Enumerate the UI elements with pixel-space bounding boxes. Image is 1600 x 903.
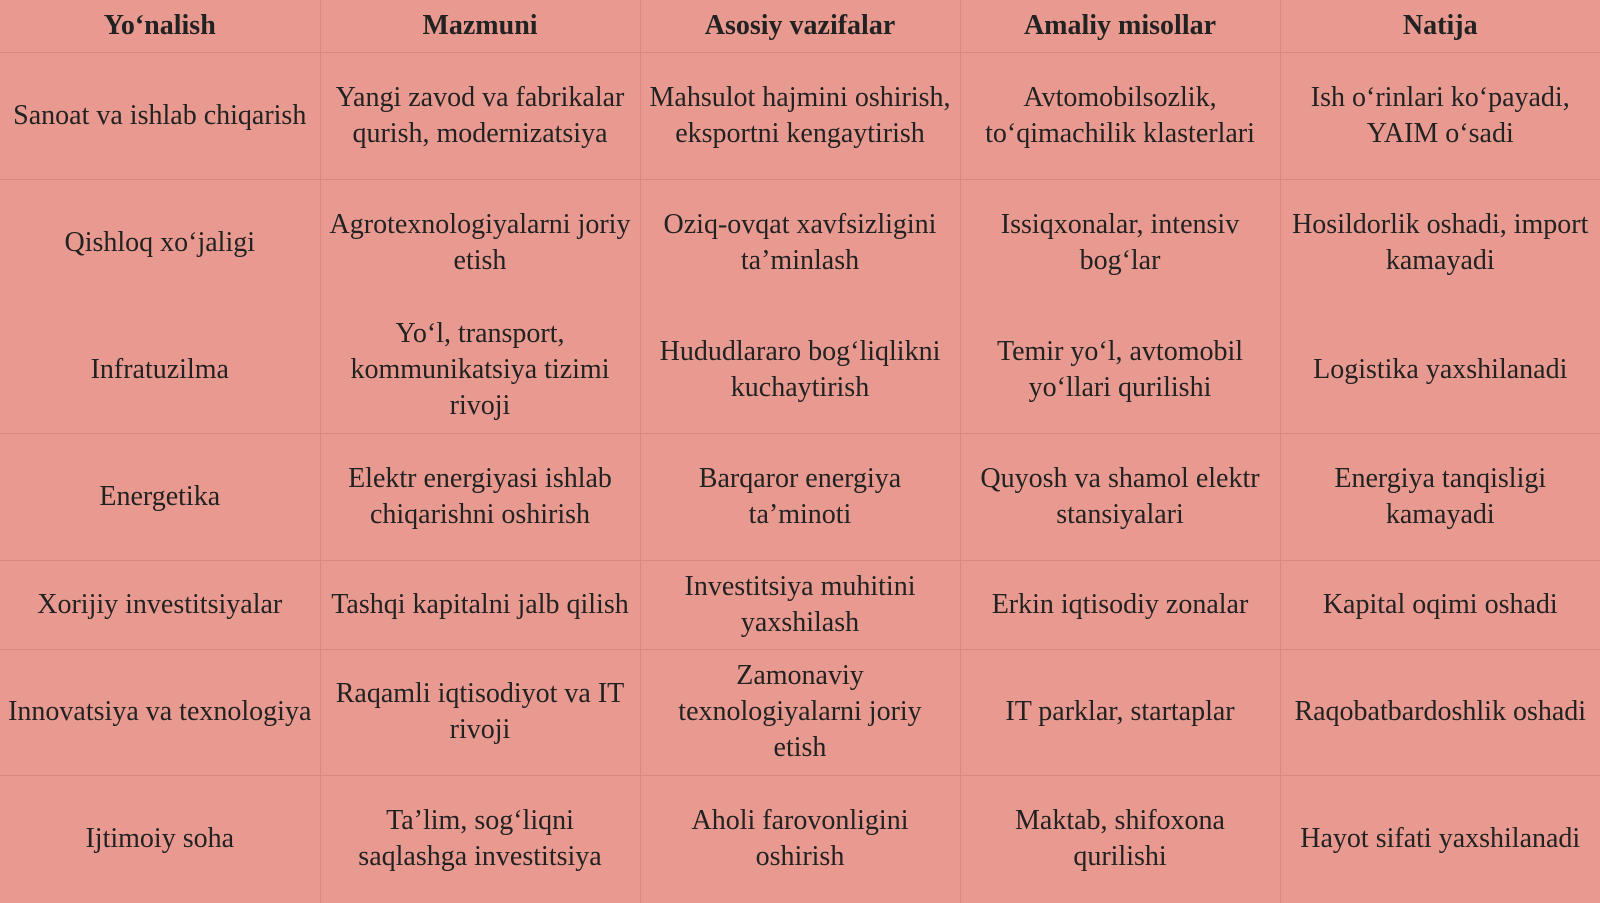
header-main-tasks: Asosiy vazifalar	[640, 0, 960, 52]
table-row	[0, 179, 1600, 307]
header-direction: Yo‘nalish	[0, 0, 320, 52]
table-cell: Raqamli iqtisodiyot va IT rivoji	[320, 649, 640, 775]
header-result: Natija	[1280, 0, 1600, 52]
table-header	[0, 0, 1600, 52]
header-practical-examples: Amaliy misollar	[960, 0, 1280, 52]
table-cell: Hayot sifati yaxshilanadi	[1280, 775, 1600, 903]
table-cell: Qishloq xo‘jaligi	[64, 227, 256, 259]
table-cell: Elektr energiyasi ishlab chiqarishni oshirish	[320, 433, 640, 560]
table-body	[0, 52, 1600, 903]
table-cell: Yo‘l, transport, kommunikatsiya tizimi rivoji	[320, 307, 640, 433]
header-row	[0, 0, 1600, 52]
table-cell: Ish o‘rinlari ko‘payadi, YAIM o‘sadi	[1280, 52, 1600, 179]
table-cell: Temir yo‘l, avtomobil yo‘llari qurilishi	[960, 307, 1280, 433]
table-cell: Maktab, shifoxona qurilishi	[960, 775, 1280, 903]
table-cell: Sanoat va ishlab chiqarish	[13, 99, 307, 131]
table-cell: Tashqi kapitalni jalb qilish	[320, 560, 640, 649]
table-cell: Kapital oqimi oshadi	[1280, 560, 1600, 649]
table-cell: Investitsiya muhitini yaxshilash	[640, 560, 960, 649]
header-content: Mazmuni	[320, 0, 640, 52]
table-cell: Barqaror energiya ta’minoti	[640, 433, 960, 560]
table-cell: Ijtimoiy soha	[85, 823, 235, 855]
table-cell: Ta’lim, sog‘liqni saqlashga investitsiya	[320, 775, 640, 903]
table-cell: Issiqxonalar, intensiv bog‘lar	[960, 179, 1280, 307]
table-cell: Logistika yaxshilanadi	[1280, 307, 1600, 433]
table-cell: Infratuzilma	[90, 353, 229, 385]
table-cell: Aholi farovonligini oshirish	[640, 775, 960, 903]
table-cell: Innovatsiya va texnologiya	[8, 696, 312, 727]
table-cell: IT parklar, startaplar	[960, 649, 1280, 775]
table-cell: Mahsulot hajmini oshirish, eksportni kengaytirish	[640, 52, 960, 179]
table-cell: Oziq-ovqat xavfsizligini ta’minlash	[640, 179, 960, 307]
table-cell: Erkin iqtisodiy zonalar	[960, 560, 1280, 649]
table-cell: Agrotexnologiyalarni joriy etish	[320, 179, 640, 307]
table-row	[0, 433, 1600, 560]
table-cell: Energetika	[99, 480, 221, 512]
table-cell: Avtomobilsozlik, to‘qimachilik klasterlari	[960, 52, 1280, 179]
table-cell: Raqobatbardoshlik oshadi	[1280, 649, 1600, 775]
table-row	[0, 307, 1600, 433]
table-cell: Hosildorlik oshadi, import kamayadi	[1280, 179, 1600, 307]
table-row	[0, 649, 1600, 775]
table-row	[0, 560, 1600, 649]
table-cell: Zamonaviy texnologiyalarni joriy etish	[640, 649, 960, 775]
table-cell: Hududlararo bog‘liqlikni kuchaytirish	[640, 307, 960, 433]
table-row	[0, 775, 1600, 903]
table-cell: Quyosh va shamol elektr stansiyalari	[960, 433, 1280, 560]
table-cell: Yangi zavod va fabrikalar qurish, modernizatsiya	[320, 52, 640, 179]
table-cell: Xorijiy investitsiyalar	[37, 588, 283, 620]
table-row	[0, 52, 1600, 179]
table-cell: Energiya tanqisligi kamayadi	[1280, 433, 1600, 560]
